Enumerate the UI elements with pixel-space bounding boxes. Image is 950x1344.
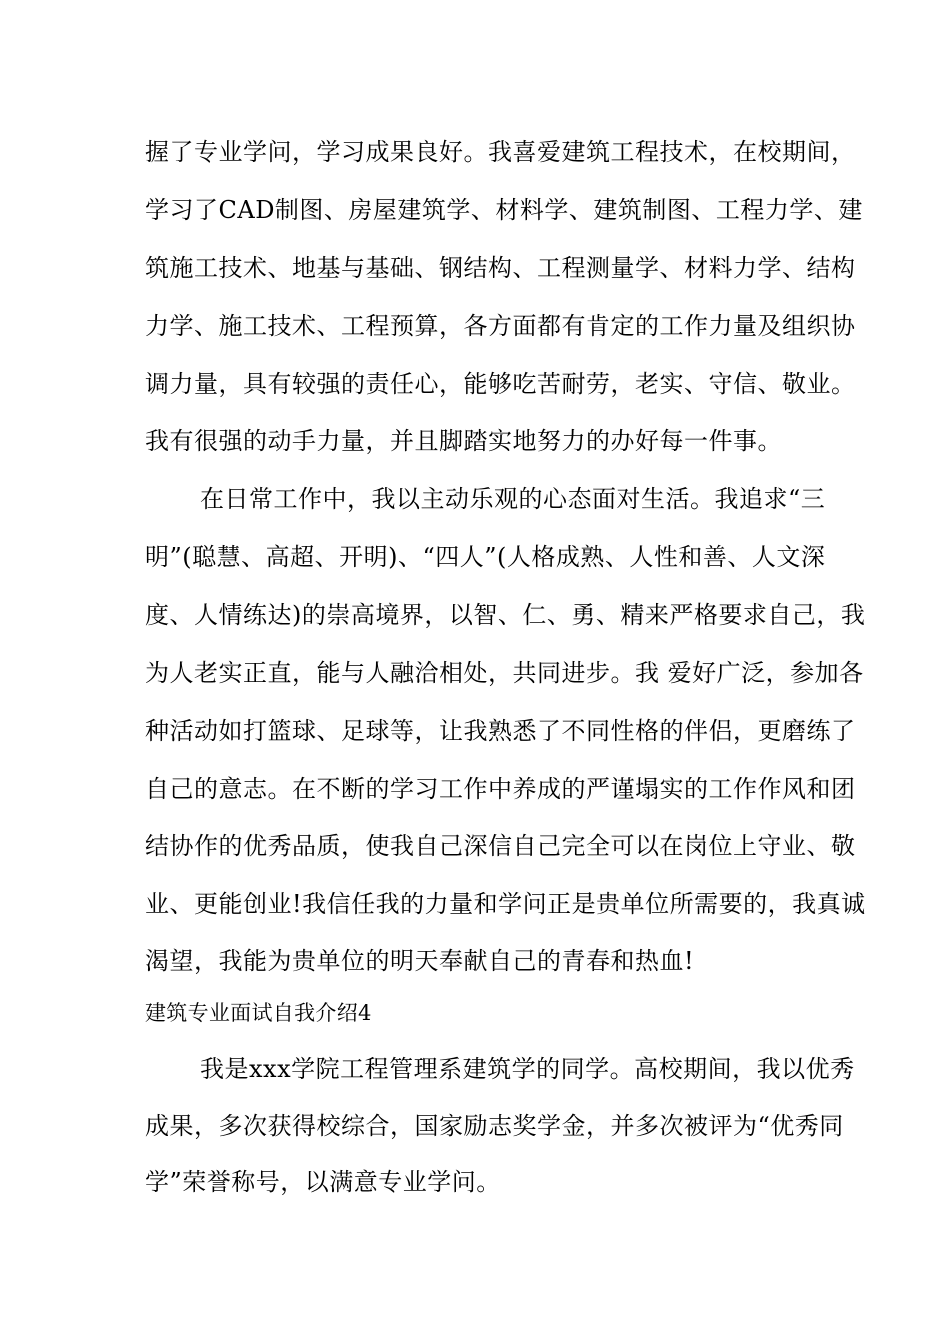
paragraph-line: 学习了CAD制图、房屋建筑学、材料学、建筑制图、工程力学、建 (145, 196, 863, 224)
section-heading: 建筑专业面试自我介绍4 (145, 1001, 372, 1025)
paragraph-line: 为人老实正直，能与人融洽相处，共同进步。我 爱好广泛，参加各 (145, 659, 864, 687)
paragraph-line: 在日常工作中，我以主动乐观的心态面对生活。我追求“三 (200, 485, 826, 513)
paragraph-line: 度、人情练达)的崇高境界，以智、仁、勇、精来严格要求自己，我 (145, 601, 866, 629)
paragraph-line: 自己的意志。在不断的学习工作中养成的严谨塌实的工作作风和团 (145, 775, 856, 803)
paragraph-line: 握了专业学问，学习成果良好。我喜爱建筑工程技术，在校期间， (145, 138, 856, 166)
paragraph-line: 结协作的优秀品质，使我自己深信自己完全可以在岗位上守业、敬 (145, 832, 856, 860)
paragraph-line: 力学、施工技术、工程预算，各方面都有肯定的工作力量及组织协 (145, 312, 856, 340)
paragraph-line: 种活动如打篮球、足球等，让我熟悉了不同性格的伴侣，更磨练了 (145, 717, 856, 745)
paragraph-line: 我是xxx学院工程管理系建筑学的同学。高校期间，我以优秀 (200, 1055, 855, 1083)
paragraph-line: 业、更能创业!我信任我的力量和学问正是贵单位所需要的，我真诚 (145, 890, 866, 918)
paragraph-line: 我有很强的动手力量，并且脚踏实地努力的办好每一件事。 (145, 427, 782, 455)
paragraph-line: 调力量，具有较强的责任心，能够吃苦耐劳，老实、守信、敬业。 (145, 370, 856, 398)
paragraph-line: 筑施工技术、地基与基础、钢结构、工程测量学、材料力学、结构 (145, 254, 856, 282)
paragraph-line: 学”荣誉称号，以满意专业学问。 (145, 1168, 501, 1196)
paragraph-line: 明”(聪慧、高超、开明)、“四人”(人格成熟、人性和善、人文深 (145, 543, 826, 571)
paragraph-line: 渴望，我能为贵单位的明天奉献自己的青春和热血! (145, 947, 695, 975)
paragraph-line: 成果，多次获得校综合，国家励志奖学金，并多次被评为“优秀同 (145, 1112, 844, 1140)
